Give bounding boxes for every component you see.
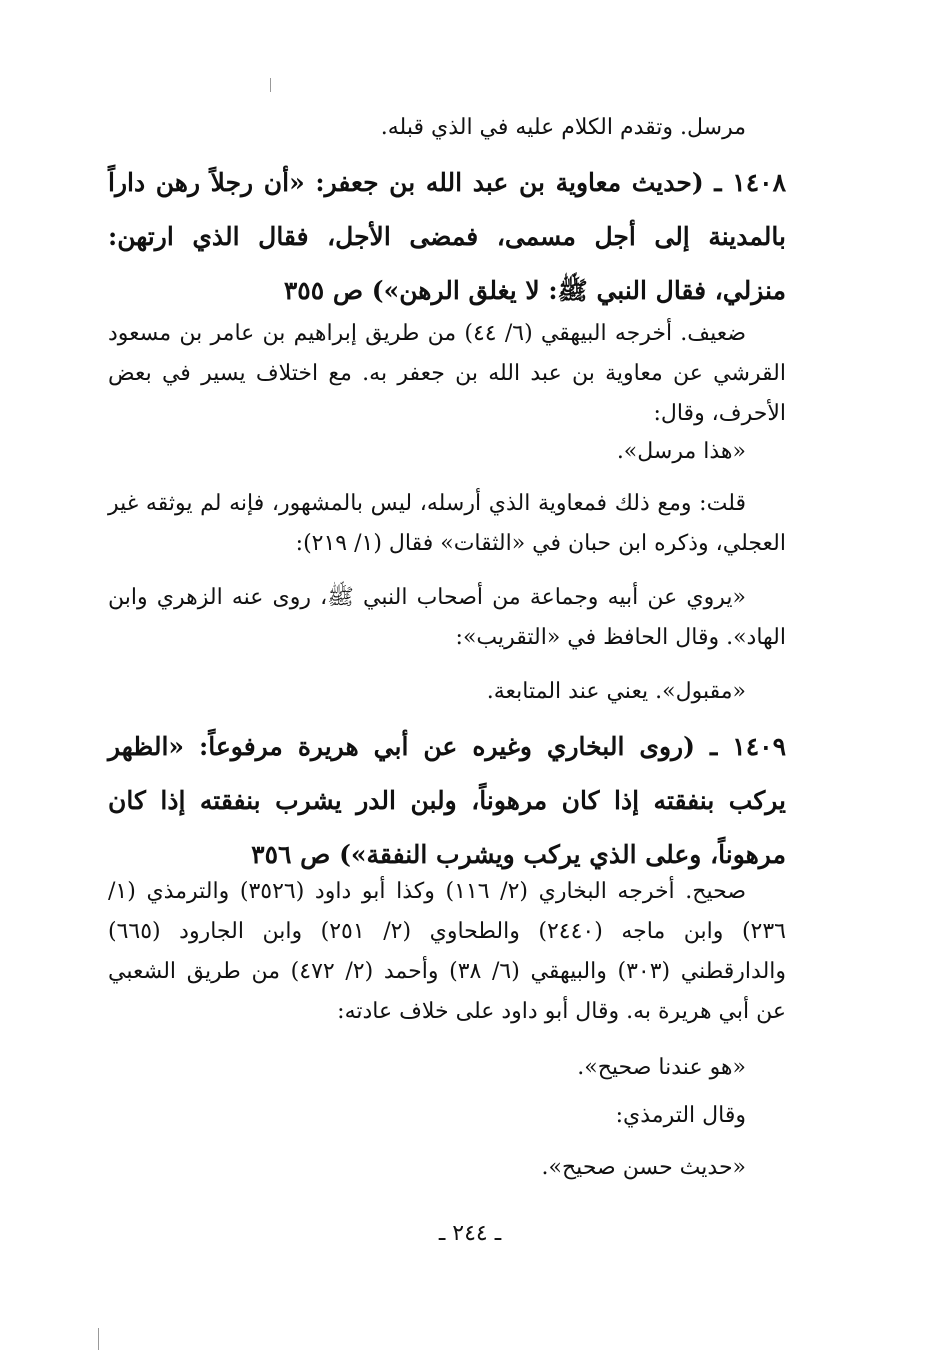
- tirmidhi-statement: وقال الترمذي:: [615, 1103, 746, 1128]
- paragraph-qultu: قلت: ومع ذلك فمعاوية الذي أرسله، ليس بالمشهور، فإنه لم يوثقه غير العجلي، وذكره ابن حبان في «الثقات» فقال (١/ ٢١٩):: [108, 491, 786, 556]
- quote-hasan-sahih: «حديث حسن صحيح».: [541, 1155, 746, 1180]
- quote-sahih: «هو عندنا صحيح».: [577, 1055, 746, 1080]
- quote-mursal: «هذا مرسل».: [616, 439, 746, 464]
- quote-maqbul: «مقبول». يعني عند المتابعة.: [486, 679, 746, 704]
- paragraph-1: مرسل. وتقدم الكلام عليه في الذي قبله.: [380, 115, 746, 140]
- page-number: ـ ٢٤٤ ـ: [438, 1221, 502, 1246]
- bottom-margin-mark: [98, 1328, 99, 1350]
- quote-thiqat: «يروي عن أبيه وجماعة من أصحاب النبي ﷺ، روى عنه الزهري وابن الهاد». وقال الحافظ في «التقريب»:: [108, 585, 786, 650]
- paragraph-takhrij-1408: ضعيف. أخرجه البيهقي (٦/ ٤٤) من طريق إبراهيم بن عامر بن مسعود القرشي عن معاوية بن عبد الله بن جعفر به. مع اختلاف يسير في بعض الأحرف، وقال:: [108, 321, 786, 426]
- top-margin-mark: [270, 78, 271, 92]
- hadith-1408: ١٤٠٨ ـ (حديث معاوية بن عبد الله بن جعفر: «أن رجلاً رهن داراً بالمدينة إلى أجل مسمى، فمضى الأجل، فقال الذي ارتهن: منزلي، فقال النبي ﷺ: لا يغلق الرهن») ص ٣٥٥: [108, 168, 786, 305]
- hadith-1409: ١٤٠٩ ـ (روى البخاري وغيره عن أبي هريرة مرفوعاً: «الظهر يركب بنفقته إذا كان مرهوناً، ولبن الدر يشرب بنفقته إذا كان مرهوناً، وعلى الذي يركب ويشرب النفقة») ص ٣٥٦: [108, 732, 786, 869]
- paragraph-takhrij-1409: صحيح. أخرجه البخاري (٢/ ١١٦) وكذا أبو داود (٣٥٢٦) والترمذي (١/ ٢٣٦) وابن ماجه (٢٤٤٠) والطحاوي (٢/ ٢٥١) وابن الجارود (٦٦٥) والدارقطني (٣٠٣) والبيهقي (٦/ ٣٨) وأحمد (٢/ ٤٧٢) من طريق الشعبي عن أبي هريرة به. وقال أبو داود على خلاف عادته:: [108, 879, 787, 1024]
